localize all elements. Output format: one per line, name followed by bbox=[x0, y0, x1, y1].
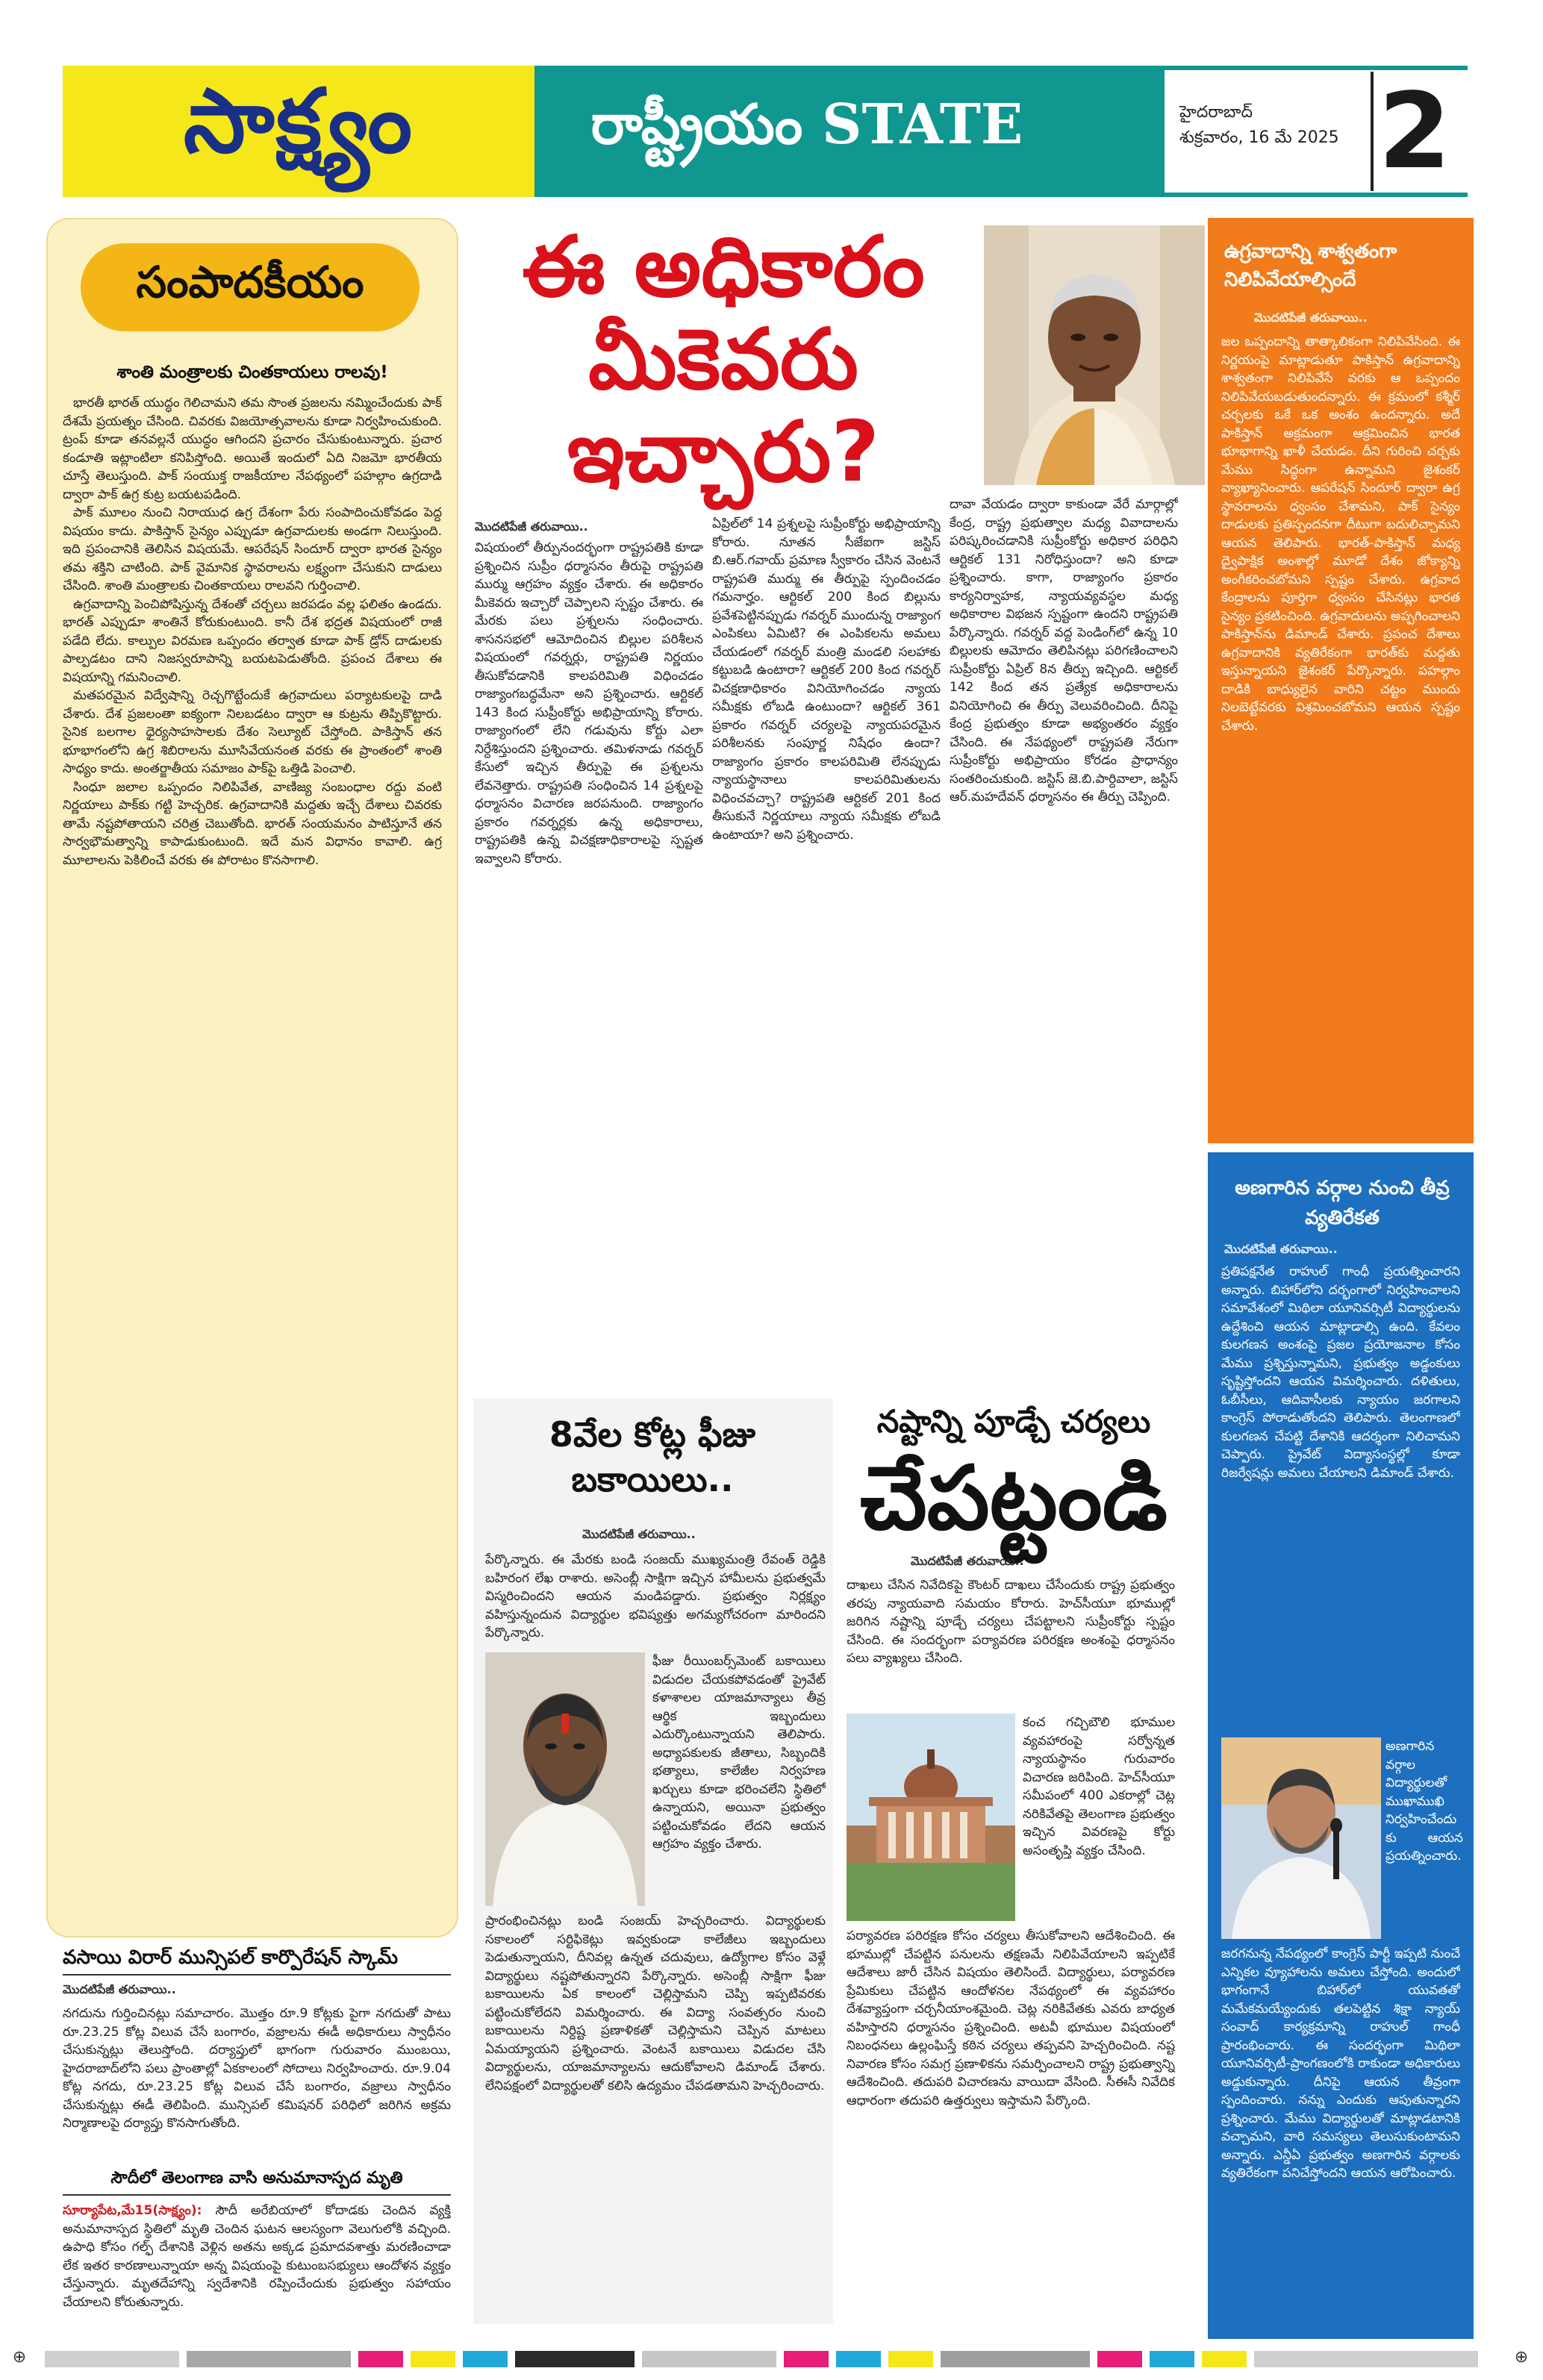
terror-body-wrapper bbox=[1221, 333, 1460, 1136]
rahul-body-top: ప్రతిపక్షనేత రాహుల్ గాంధీ ప్రయత్నించారని అన్నారు. బిహార్‌లోని దర్భంగాలో నిర్వహించాలని సమావేశంలో మిథిలా యూనివర్సిటీ విద్యార్థులను ఉద్దేశించి ఆయన మాట్లాడాల్సి ఉంది. కేవలం కులగణన అంశంపై ప్రజల ప్రయోజనాల కోసం మేము ప్రశ్నిస్తున్నామని, ప్రభుత్వం అడ్డంకులు సృష్టిస్తోందని ఆయన విమర్శించారు. దళితులు, ఓబీసీలు, ఆదివాసీలకు న్యాయం జరగాలని కాంగ్రెస్ పోరాడుతోందని తెలిపారు. తెలంగాణలో కులగణన చేపట్టి దేశానికి ఆదర్శంగా నిలిచామని చెప్పారు. ప్రైవేట్ విద్యాసంస్థల్లో కూడా రిజర్వేషన్లు అమలు చేయాలని డిమాండ్ చేశారు. bbox=[1221, 1264, 1460, 1481]
damage-body-top: దాఖలు చేసిన నివేదికపై కౌంటర్ దాఖలు చేసేందుకు రాష్ట్ర ప్రభుత్వం తరపు న్యాయవాది సమయం కోరారు. హెచ్‌సీయూ భూముల్లో జరిగిన నష్టాన్ని పూడ్చే చర్యలు చేపట్టాలని సుప్రీంకోర్టు స్పష్టం చేసింది. ఈ సందర్భంగా పర్యావరణ పరిరక్షణ అంశంపై ధర్మాసనం పలు వ్యాఖ్యలు చేసింది. bbox=[847, 1578, 1175, 1666]
print-color-bar bbox=[411, 2351, 455, 2367]
supreme-court-photo bbox=[847, 1714, 1015, 1921]
rahul-headline: అణగారిన వర్గాల నుంచి తీవ్ర వ్యతిరేకత bbox=[1235, 1177, 1450, 1229]
terror-body: జల ఒప్పందాన్ని తాత్కాలికంగా నిలిపివేసింది. ఈ నిర్ణయంపై మాట్లాడుతూ పాకిస్తాన్ ఉగ్రవాదాన్ని శాశ్వతంగా నిలిపివేసే వరకు ఆ ఒప్పందం నిలిపివేయబడుతుందన్నారు. ఈ క్రమంలో కశ్మీర్ చర్చలకు ఒకే ఒక అంశం ఉందన్నారు. అదే పాకిస్తాన్ అక్రమంగా ఆక్రమించిన భారత భూభాగాన్ని ఖాళీ చేయడం. దీని గురించి చర్చకు మేము సిద్ధంగా ఉన్నామని జైశంకర్ వ్యాఖ్యానించారు. ఆపరేషన్ సిందూర్ ద్వారా ఉగ్ర స్థావరాలను ధ్వంసం చేశామని, పాక్ సైన్యం దాడులకు ప్రతిస్పందనగా దీటుగా బదులిచ్చామని ఆయన తెలిపారు. భారత్-పాకిస్తాన్ మధ్య ద్వైపాక్షిక అంశాల్లో మూడో దేశం జోక్యాన్ని అంగీకరించబోమని స్పష్టం చేశారు. ఉగ్రవాద కేంద్రాలను పూర్తిగా ధ్వంసం చేసినట్లు భారత సైన్యం ప్రకటించింది. ఉగ్రవాదులను అప్పగించాలని పాకిస్తాన్‌ను డిమాండ్ చేశారు. ప్రపంచ దేశాలు ఉగ్రవాదానికి వ్యతిరేకంగా భారత్‌కు మద్దతు ఇస్తున్నాయని జైశంకర్ పేర్కొన్నారు. పహల్గాం దాడికి బాధ్యులైన వారిని చట్టం ముందు నిలబెట్టేవరకు విశ్రమించబోమని ఆయన స్పష్టం చేశారు. bbox=[1221, 334, 1460, 734]
bandi-sanjay-photo bbox=[485, 1652, 645, 1906]
print-color-bar bbox=[358, 2351, 403, 2367]
rahul-body-top-wrapper bbox=[1221, 1263, 1460, 1730]
damage-headline-main: చేపట్టండి bbox=[860, 1446, 1168, 1549]
editorial-paragraph: పాక్ మూలం నుంచి నిరాయుధ ఉగ్ర దేశంగా పేరు సంపాదించుకోవడం పెద్ద విషయం కాదు. పాకిస్తాన్ సైన్యం ఎప్పుడూ ఉగ్రవాదులకు అండగా నిలుస్తుంది. ఇది ప్రపంచానికి తెలిసిన విషయమే. ఆపరేషన్ సిందూర్ ద్వారా భారత సైన్యం తమ శక్తిని చాటింది. పాక్ వైమానిక స్థావరాలను లక్ష్యంగా చేసుకుని దాడులు చేసింది. శాంతి మంత్రాలకు చింతకాయలు రాలవని గుర్తించాలి. bbox=[63, 505, 442, 593]
print-color-bar bbox=[1150, 2351, 1194, 2367]
fees-body-side: ఫీజు రీయింబర్స్‌మెంట్ బకాయిలు విడుదల చేయకపోవడంతో ప్రైవేట్ కళాశాలల యాజమాన్యాలు తీవ్ర ఆర్థిక ఇబ్బందులు ఎదుర్కొంటున్నాయని తెలిపారు. అధ్యాపకులకు జీతాలు, సిబ్బందికి భత్యాలు, కాలేజీల నిర్వహణ ఖర్చులు కూడా భరించలేని స్థితిలో ఉన్నాయని, అయినా ప్రభుత్వం పట్టించుకోవడం లేదని ఆయన ఆగ్రహం వ్యక్తం చేశారు. bbox=[652, 1654, 826, 1852]
fees-headline: 8వేల కోట్ల ఫీజు బకాయిలు.. bbox=[549, 1414, 756, 1499]
rahul-dateline: మొదటిపేజీ తరువాయి.. bbox=[1224, 1242, 1338, 1256]
editorial-paragraph: ఉగ్రవాదాన్ని పెంచిపోషిస్తున్న దేశంతో చర్చలు జరపడం వల్ల ఫలితం ఉండదు. భారత్ ఎప్పుడూ శాంతినే కోరుకుంటుంది. కానీ దేశ భద్రత విషయంలో రాజీ పడేది లేదు. కాల్పుల విరమణ ఒప్పందం తర్వాత కూడా పాక్ డ్రోన్ దాడులకు పాల్పడటం దాని నిజస్వరూపాన్ని బయటపెడుతోంది. ప్రపంచ దేశాలు ఈ విషయాన్ని గమనించాలి. bbox=[63, 596, 442, 685]
registration-mark-icon: ⊕ bbox=[1514, 2348, 1529, 2367]
lead-headline-line: ఇచ్చారు? bbox=[567, 404, 880, 501]
editorial-body bbox=[63, 394, 442, 1917]
damage-body-bottom: పర్యావరణ పరిరక్షణ కోసం చర్యలు తీసుకోవాలని ఆదేశించింది. ఈ భూముల్లో చేపట్టిన పనులను తక్షణమే నిలిపివేయాలని ఇప్పటికే ఆదేశాలు జారీ చేసిన విషయం తెలిసిందే. విద్యార్థులు, పర్యావరణ ప్రేమికులు చేపట్టిన ఆందోళనల నేపథ్యంలో ఈ వ్యవహారం దేశవ్యాప్తంగా చర్చనీయాంశమైంది. చెట్ల నరికివేతకు ఎవరు బాధ్యత వహిస్తారని ధర్మాసనం ప్రశ్నించింది. అటవీ భూముల విషయంలో నిబంధనలు ఉల్లంఘిస్తే కఠిన చర్యలు తప్పవని హెచ్చరించింది. నష్ట నివారణ కోసం సమగ్ర ప్రణాళికను సమర్పించాలని రాష్ట్ర ప్రభుత్వాన్ని ఆదేశించింది. తదుపరి విచారణను వాయిదా వేసింది. సీఈసీ నివేదిక ఆధారంగా తదుపరి ఉత్తర్వులు ఇస్తామని పేర్కొంది. bbox=[847, 1928, 1175, 2108]
rahul-gandhi-photo bbox=[1221, 1737, 1381, 1939]
politician-illustration bbox=[485, 1652, 645, 1906]
editorial-paragraph: మతపరమైన విద్వేషాన్ని రెచ్చగొట్టేందుకే ఉగ్రవాదులు పర్యాటకులపై దాడి చేశారు. దేశ ప్రజలంతా ఐక్యంగా నిలబడటం ద్వారా ఆ కుట్రను తిప్పికొట్టారు. సైనిక బలగాల ధైర్యసాహసాలకు దేశం సెల్యూట్ చేస్తోంది. పాకిస్తాన్ తన భూభాగంలోని ఉగ్ర శిబిరాలను మూసివేయనంత వరకు ఈ ప్రాంతంలో శాంతి సాధ్యం కాదు. అంతర్జాతీయ సమాజం పాక్‌పై ఒత్తిడి పెంచాలి. bbox=[63, 688, 442, 776]
president-photo bbox=[984, 225, 1205, 485]
print-color-bar bbox=[1254, 2351, 1478, 2367]
editorial-paragraph: భారతీ భారత్ యుద్ధం గెలిచామని తమ సొంత ప్రజలను నమ్మించేందుకు పాక్ దేశమే ప్రయత్నం చేసింది. చివరకు విజయోత్సవాలను కూడా నిర్వహించుకుంది. ట్రంప్ కూడా తనవల్లనే యుద్ధం ఆగిందని ప్రచారం చేసుకుంటున్నారు. ప్రచార కండూతి ఇట్లాంటిలా కనిపిస్తోంది. అయితే ఇందులో ఏది నిజమో భారతీయ చూస్తే తెలుస్తుంది. పాక్ సంయుక్త రాజకీయాల నేపథ్యంలో పహల్గాం ఉగ్రదాడి ద్వారా పాక్ ఉగ్ర కుట్ర బయటపడింది. bbox=[63, 396, 442, 502]
lead-column-1: విషయంలో తీర్పునందర్భంగా రాష్ట్రపతికి కూడా ప్రశ్నించిన సుప్రీం ధర్మాసనం తీరుపై రాష్ట్రపతి ముర్ము ఆగ్రహం వ్యక్తం చేశారు. ఈ అధికారం మీకెవరు ఇచ్చారో చెప్పాలని స్పష్టం చేశారు. ఈ మేరకు పలు ప్రశ్నలను సంధించారు. శాసనసభలో ఆమోదించిన బిల్లుల పరిశీలన విషయంలో గవర్నర్లు, రాష్ట్రపతి నిర్ణయం తీసుకోవడానికి కాలపరిమితి విధించడం రాజ్యాంగబద్ధమేనా అని ప్రశ్నించారు. ఆర్టికల్ 143 కింద సుప్రీంకోర్టు అభిప్రాయాన్ని కోరారు. రాజ్యాంగంలో లేని గడువును కోర్టు ఎలా నిర్దేశిస్తుందని ప్రశ్నించారు. తమిళనాడు గవర్నర్ కేసులో ఇచ్చిన తీర్పుపై ఈ ప్రశ్నలను లేవనెత్తారు. రాష్ట్రపతి సంధించిన 14 ప్రశ్నలపై ధర్మాసనం విచారణ జరపనుంది. రాజ్యాంగం ప్రకారం గవర్నర్లకు ఉన్న అధికారాలు, రాష్ట్రపతికి ఉన్న విచక్షణాధికారాలపై స్పష్టత ఇవ్వాలని కోరారు. bbox=[475, 540, 703, 866]
editorial-title: సంపాదకీయం bbox=[81, 243, 420, 331]
fees-dateline: మొదటిపేజీ తరువాయి.. bbox=[582, 1527, 696, 1541]
terror-headline: ఉగ్రవాదాన్ని శాశ్వతంగా నిలిపివేయాల్సిందే bbox=[1224, 240, 1397, 291]
lead-headline-line: మీకెవరు bbox=[588, 311, 858, 408]
newspaper-logo: సాక్ష్యం bbox=[183, 69, 414, 172]
print-color-bar bbox=[187, 2351, 351, 2367]
saudi-dateline: సూర్యాపేట,మే15(సాక్ష్యం): bbox=[63, 2203, 202, 2218]
page-number: 2 bbox=[1371, 72, 1456, 191]
fees-body-bottom: ప్రారంభించినట్లు బండి సంజయ్ హెచ్చరించారు. విద్యార్థులకు సకాలంలో సర్టిఫికెట్లు ఇవ్వకుండా కాలేజీలు ఇబ్బందులు పెడుతున్నాయని, దీనివల్ల ఉన్నత చదువులు, ఉద్యోగాల కోసం వెళ్లే విద్యార్థులు నష్టపోతున్నారని పేర్కొన్నారు. అసెంబ్లీ సాక్షిగా ఫీజు బకాయిలను ఏక కాలంలో చెల్లిస్తామని చెప్పి ఇప్పటివరకు పట్టించుకోలేదని విమర్శించారు. ఈ విద్యా సంవత్సరం నుంచి బకాయిలను నిర్దిష్ట ప్రణాళికతో చెల్లిస్తామని చెప్పిన మాటలు ఏమయ్యాయని ప్రశ్నించారు. వెంటనే బకాయిలు విడుదల చేసి విద్యార్థులను, యాజమాన్యాలను ఆదుకోవాలని డిమాండ్ చేశారు. లేనిపక్షంలో విద్యార్థులతో కలిసి ఉద్యమం చేపడతామని హెచ్చరించారు. bbox=[485, 1914, 826, 2093]
lead-headline bbox=[469, 221, 978, 505]
saudi-body bbox=[63, 2202, 451, 2317]
print-color-bar bbox=[642, 2351, 776, 2367]
lead-dateline: మొదటిపేజీ తరువాయి.. bbox=[475, 519, 588, 534]
speaker-illustration bbox=[1221, 1737, 1381, 1939]
print-color-bar bbox=[463, 2351, 508, 2367]
lead-headline-line: ఈ అధికారం bbox=[522, 219, 925, 316]
lead-column-2: ఏప్రిల్‌లో 14 ప్రశ్నలపై సుప్రీంకోర్టు అభిప్రాయాన్ని కోరారు. నూతన సీజేఐగా జస్టిస్ బి.ఆర్.గవాయ్ ప్రమాణ స్వీకారం చేసిన వెంటనే రాష్ట్రపతి ముర్ము ఈ తీర్పుపై స్పందించడం గమనార్హం. ఆర్టికల్ 200 కింద బిల్లును ప్రవేశపెట్టినప్పుడు గవర్నర్ ముందున్న రాజ్యాంగ ఎంపికలు ఏమిటి? ఈ ఎంపికలను అమలు చేయడంలో గవర్నర్ మంత్రి మండలి సలహాకు కట్టుబడి ఉంటారా? ఆర్టికల్ 200 కింద గవర్నర్ విచక్షణాధికారం వినియోగించడం న్యాయ సమీక్షకు లోబడి ఉంటుందా? ఆర్టికల్ 361 ప్రకారం గవర్నర్ చర్యలపై న్యాయపరమైన పరిశీలనకు సంపూర్ణ నిషేధం ఉందా? రాజ్యాంగం ప్రకారం కాలపరిమితి లేనప్పుడు న్యాయస్థానాలు కాలపరిమితులను విధించవచ్చా? రాష్ట్రపతి ఆర్టికల్ 201 కింద తీసుకునే నిర్ణయాలు న్యాయ సమీక్షకు లోబడి ఉంటాయా? అని ప్రశ్నించారు. bbox=[712, 516, 941, 843]
issue-date: శుక్రవారం, 16 మే 2025 bbox=[1179, 128, 1339, 147]
terror-dateline: మొదటిపేజీ తరువాయి.. bbox=[1254, 310, 1368, 325]
rahul-body-bottom-wrapper bbox=[1221, 1945, 1460, 2327]
divider bbox=[63, 1974, 451, 1975]
city-label: హైదరాబాద్ bbox=[1179, 103, 1253, 122]
print-color-bar bbox=[1097, 2351, 1142, 2367]
print-color-bar bbox=[836, 2351, 881, 2367]
print-color-bar bbox=[941, 2351, 1090, 2367]
damage-headline-top: నష్టాన్ని పూడ్చే చర్యలు bbox=[876, 1403, 1151, 1440]
president-illustration bbox=[984, 225, 1205, 485]
lead-column-3: దావా వేయడం ద్వారా కాకుండా వేరే మార్గాల్లో కేంద్ర, రాష్ట్ర ప్రభుత్వాల మధ్య వివాదాలను పరిష్కరించడానికి సుప్రీంకోర్టు అధికార పరిధిని ఆర్టికల్ 131 నిరోధిస్తుందా? అని కూడా ప్రశ్నించారు. కాగా, రాజ్యాంగం ప్రకారం కార్యనిర్వాహక, న్యాయవ్యవస్థల మధ్య అధికారాల విభజన స్పష్టంగా ఉందని రాష్ట్రపతి పేర్కొన్నారు. గవర్నర్ వద్ద పెండింగ్‌లో ఉన్న 10 బిల్లులకు ఆమోదం తెలిపినట్లు పరిగణించాలని సుప్రీంకోర్టు ఏప్రిల్ 8న తీర్పు ఇచ్చింది. ఆర్టికల్ 142 కింద తన ప్రత్యేక అధికారాలను వినియోగించి ఈ తీర్పు వెలువరించింది. దీనిపై కేంద్ర ప్రభుత్వం కూడా అభ్యంతరం వ్యక్తం చేసింది. ఈ నేపథ్యంలో రాష్ట్రపతి నేరుగా సుప్రీంకోర్టు అభిప్రాయం కోరడం ప్రాధాన్యం సంతరించుకుంది. జస్టిస్ జె.బి.పార్దివాలా, జస్టిస్ ఆర్.మహదేవన్ ధర్మాసనం ఈ తీర్పు చెప్పింది. bbox=[950, 497, 1178, 805]
print-color-bar bbox=[888, 2351, 933, 2367]
print-color-bar bbox=[45, 2351, 179, 2367]
rahul-body-bottom: జరగనున్న నేపథ్యంలో కాంగ్రెస్ పార్టీ ఇప్పటి నుంచే ఎన్నికల వ్యూహాలను అమలు చేస్తోంది. అందులో భాగంగానే బిహార్‌లో యువతతో మమేకమయ్యేందుకు తలపెట్టిన శిక్షా న్యాయ్ సంవాద్ కార్యక్రమాన్ని రాహుల్ గాంధీ ప్రారంభించారు. ఈ సందర్భంగా మిథిలా యూనివర్సిటీ-ప్రాంగణంలోకి రాకుండా అధికారులు అడ్డుకున్నారు. దీనిపై ఆయన తీవ్రంగా స్పందించారు. నన్ను ఎందుకు ఆపుతున్నారని ప్రశ్నించారు. మేము విద్యార్థులతో మాట్లాడటానికి వచ్చామని, వారి సమస్యలు తెలుసుకుంటామని అన్నారు. ఎన్డీఏ ప్రభుత్వం అణగారిన వర్గాలకు వ్యతిరేకంగా పనిచేస్తోందని ఆయన ఆరోపించారు. bbox=[1221, 1946, 1460, 2181]
vasai-headline: వసాయి విరార్ మున్సిపల్ కార్పొరేషన్ స్కామ్ bbox=[63, 1946, 399, 1969]
editorial-headline: శాంతి మంత్రాలకు చింతకాయలు రాలవు! bbox=[116, 363, 388, 382]
print-color-bar bbox=[1202, 2351, 1247, 2367]
rahul-body-side: అణగారిన వర్గాల విద్యార్థులతో ముఖాముఖి నిర్వహించేందుకు ఆయన ప్రయత్నించారు. bbox=[1385, 1739, 1463, 1864]
rahul-side-wrapper bbox=[1385, 1737, 1463, 1939]
fees-body-top: పేర్కొన్నారు. ఈ మేరకు బండి సంజయ్ ముఖ్యమంత్రి రేవంత్ రెడ్డికి బహిరంగ లేఖ రాశారు. అసెంబ్లీ సాక్షిగా ఇచ్చిన హామీలను ప్రభుత్వమే విస్మరించిందని ఆయన మండిపడ్డారు. ప్రభుత్వం నిర్లక్ష్యం వహిస్తున్నందున విద్యార్థుల భవిష్యత్తు అగమ్యగోచరంగా మారిందని పేర్కొన్నారు. bbox=[485, 1552, 826, 1640]
damage-dateline: మొదటిపేజీ తరువాయి.. bbox=[911, 1554, 1024, 1568]
court-building-illustration bbox=[847, 1714, 1015, 1921]
editorial-paragraph: సింధూ జలాల ఒప్పందం నిలిపివేత, వాణిజ్య సంబంధాల రద్దు వంటి నిర్ణయాలు పాక్‌కు గట్టి హెచ్చరిక. ఉగ్రవాదానికి మద్దతు ఇచ్చే దేశాలు చివరకు తామే నష్టపోతాయని చరిత్ర చెబుతోంది. భారత్ సంయమనం పాటిస్తూనే తన సార్వభౌమత్వాన్ని కాపాడుకుంటుంది. ఇదే మన విధానం కావాలి. ఉగ్ర మూలాలను పెకిలించే వరకు ఈ పోరాటం కొనసాగాలి. bbox=[63, 779, 442, 868]
print-color-bar bbox=[515, 2351, 635, 2367]
damage-body-side: కంచ గచ్చిబౌలి భూముల వ్యవహారంపై సర్వోన్నత న్యాయస్థానం గురువారం విచారణ జరిపింది. హెచ్‌సీయూ సమీపంలో 400 ఎకరాల్లో చెట్ల నరికివేతపై తెలంగాణ ప్రభుత్వం ఇచ్చిన వివరణపై కోర్టు అసంతృప్తి వ్యక్తం చేసింది. bbox=[1023, 1715, 1175, 1858]
vasai-body: నగదును గుర్తించినట్లు సమాచారం. మొత్తం రూ.9 కోట్లకు పైగా నగదుతో పాటు రూ.23.25 కోట్ల విలువ చేసే బంగారం, వజ్రాలను ఈడీ అధికారులు స్వాధీనం చేసుకున్నట్లు తెలుస్తోంది. దర్యాప్తులో భాగంగా గురువారం ముంబయి, హైదరాబాద్‌లోని పలు ప్రాంతాల్లో ఏకకాలంలో సోదాలు నిర్వహించారు. రూ.9.04 కోట్ల నగదు, రూ.23.25 కోట్ల విలువ చేసే బంగారం, వజ్రాలు స్వాధీనం చేసుకున్నట్లు ఈడీ తెలిపింది. మున్సిపల్ కమిషనర్ పరిధిలో జరిగిన అక్రమ నిర్మాణాలపై దర్యాప్తు కొనసాగుతోంది. bbox=[63, 2006, 451, 2131]
print-color-bar bbox=[784, 2351, 829, 2367]
divider bbox=[63, 2194, 451, 2196]
vasai-dateline: మొదటిపేజీ తరువాయి.. bbox=[63, 1982, 176, 1996]
registration-mark-icon: ⊕ bbox=[12, 2348, 27, 2367]
saudi-text: సౌదీ అరేబియాలో కోదాడకు చెందిన వ్యక్తి అనుమానాస్పద స్థితిలో మృతి చెందిన ఘటన ఆలస్యంగా వెలుగులోకి వచ్చింది. ఉపాధి కోసం గల్ఫ్ దేశానికి వెళ్లిన అతను అక్కడ ప్రమాదవశాత్తు మరణించాడా లేక ఇతర కారణాలున్నాయా అన్న విషయంపై కుటుంబసభ్యులు ఆందోళన వ్యక్తం చేస్తున్నారు. మృతదేహాన్ని స్వదేశానికి రప్పించేందుకు ప్రభుత్వం సహాయం చేయాలని కోరుతున్నారు. bbox=[63, 2203, 451, 2310]
section-title: రాష్ట్రీయం STATE bbox=[590, 93, 1023, 157]
saudi-headline: సౌదీలో తెలంగాణ వాసి అనుమానాస్పద మృతి bbox=[110, 2169, 403, 2187]
